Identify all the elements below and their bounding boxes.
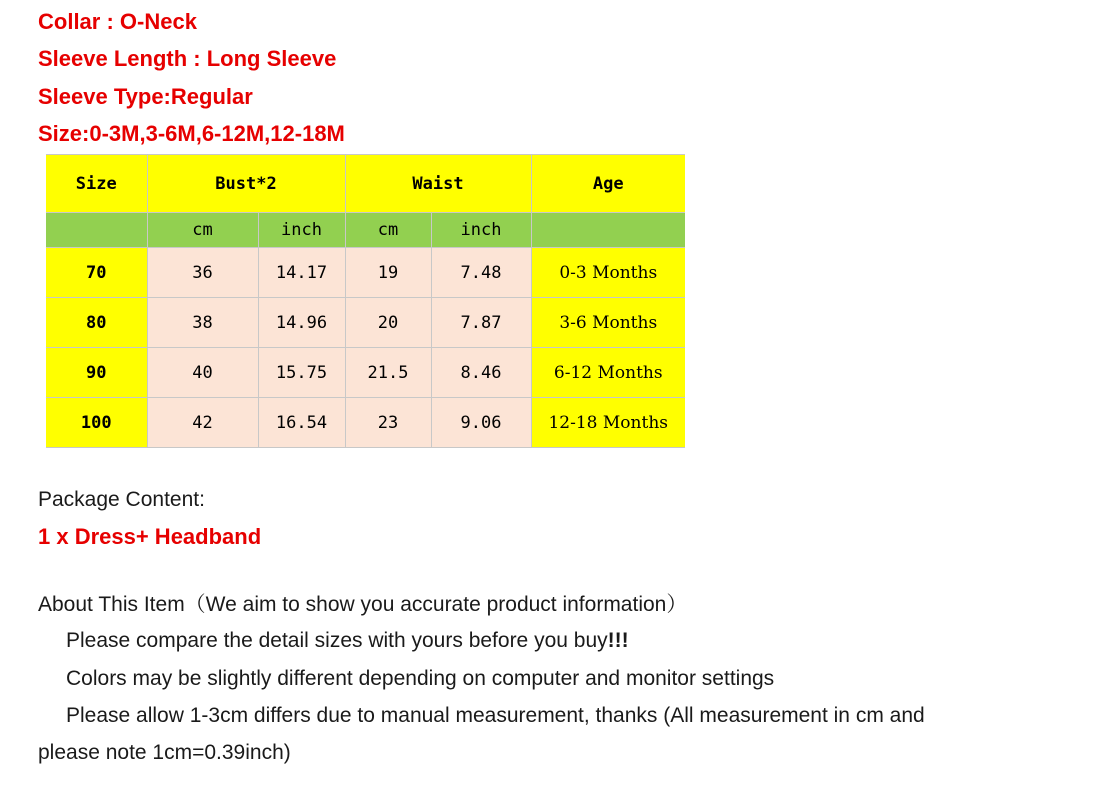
cell-size: 100 <box>42 398 147 448</box>
cell-age: 3-6 Months <box>531 298 686 348</box>
cell-bust-cm: 42 <box>147 398 258 448</box>
spec-sleeve-length: Sleeve Length : Long Sleeve <box>38 46 337 71</box>
unit-cell-blank <box>42 213 147 248</box>
unit-bust-cm: cm <box>147 213 258 248</box>
about-line-compare-text: Please compare the detail sizes with yours before you buy <box>66 629 608 652</box>
header-bust: Bust*2 <box>147 155 345 213</box>
about-line-compare <box>66 628 629 654</box>
cell-waist-inch: 9.06 <box>431 398 531 448</box>
cell-bust-inch: 15.75 <box>258 348 345 398</box>
table-row <box>42 348 686 398</box>
table-header-row <box>42 155 686 213</box>
cell-bust-cm: 40 <box>147 348 258 398</box>
about-title: About This Item（We aim to show you accurate product information） <box>38 593 688 616</box>
cell-bust-inch: 14.17 <box>258 248 345 298</box>
cell-waist-cm: 21.5 <box>345 348 431 398</box>
cell-waist-cm: 23 <box>345 398 431 448</box>
header-waist: Waist <box>345 155 531 213</box>
package-label: Package Content: <box>38 488 205 511</box>
unit-waist-inch: inch <box>431 213 531 248</box>
size-chart-table <box>38 154 687 448</box>
about-line-conversion: please note 1cm=0.39inch) <box>38 741 291 764</box>
cell-size: 80 <box>42 298 147 348</box>
table-row <box>42 248 686 298</box>
table-unit-row <box>42 213 686 248</box>
cell-bust-inch: 16.54 <box>258 398 345 448</box>
table-row <box>42 298 686 348</box>
spec-collar: Collar : O-Neck <box>38 9 197 34</box>
cell-size: 90 <box>42 348 147 398</box>
cell-age: 6-12 Months <box>531 348 686 398</box>
cell-waist-inch: 8.46 <box>431 348 531 398</box>
unit-waist-cm: cm <box>345 213 431 248</box>
about-line-measurement: Please allow 1-3cm differs due to manual measurement, thanks (All measurement in cm and <box>66 704 925 727</box>
cell-age: 0-3 Months <box>531 248 686 298</box>
cell-waist-inch: 7.87 <box>431 298 531 348</box>
cell-waist-cm: 20 <box>345 298 431 348</box>
spec-sleeve-type: Sleeve Type:Regular <box>38 84 253 109</box>
cell-bust-cm: 38 <box>147 298 258 348</box>
unit-bust-inch: inch <box>258 213 345 248</box>
cell-age: 12-18 Months <box>531 398 686 448</box>
about-line-colors: Colors may be slightly different depending on computer and monitor settings <box>66 667 775 690</box>
package-content: 1 x Dress+ Headband <box>38 524 262 549</box>
header-size: Size <box>42 155 147 213</box>
header-age: Age <box>531 155 686 213</box>
about-line-compare-emphasis: !!! <box>607 629 629 652</box>
table-row <box>42 398 686 448</box>
cell-bust-inch: 14.96 <box>258 298 345 348</box>
spec-size: Size:0-3M,3-6M,6-12M,12-18M <box>38 121 345 146</box>
cell-size: 70 <box>42 248 147 298</box>
unit-cell-blank <box>531 213 686 248</box>
cell-bust-cm: 36 <box>147 248 258 298</box>
cell-waist-cm: 19 <box>345 248 431 298</box>
cell-waist-inch: 7.48 <box>431 248 531 298</box>
